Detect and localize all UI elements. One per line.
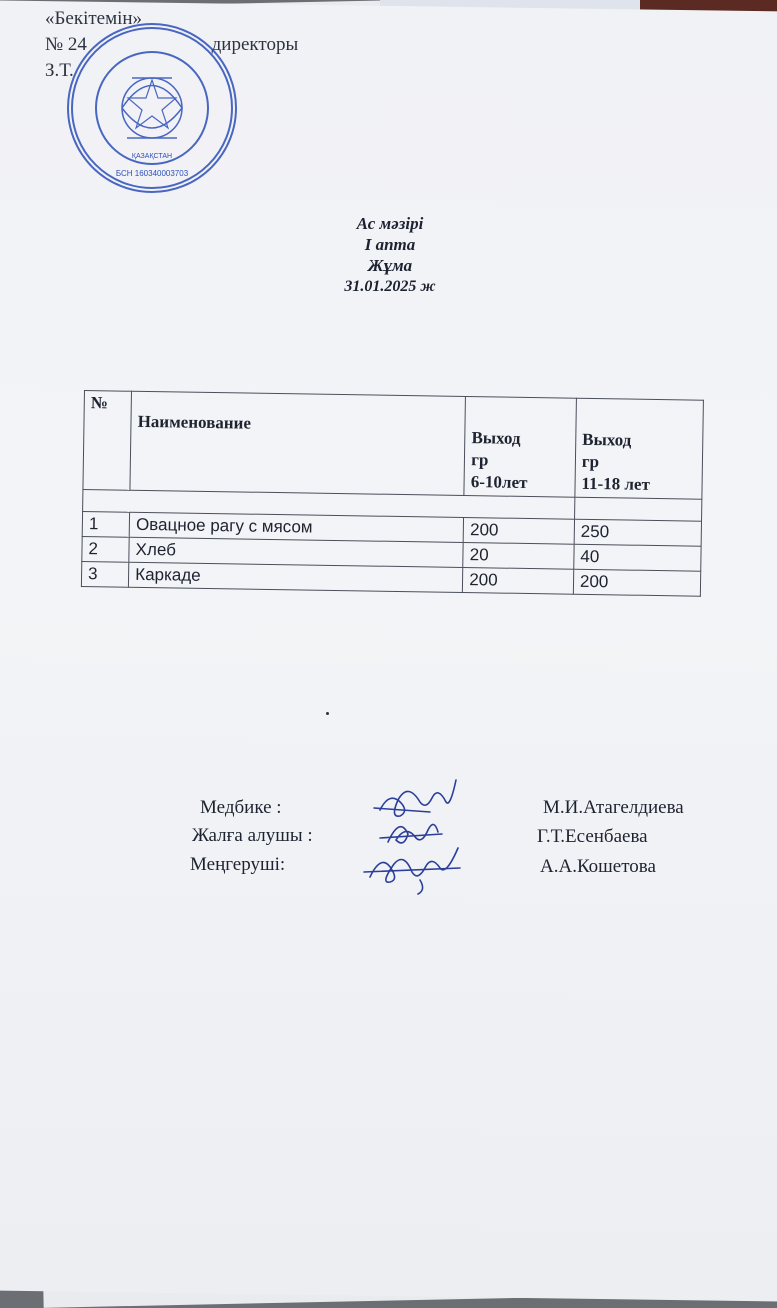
stamp-bin: БСН 160340003703	[115, 169, 189, 178]
header-portion-11-18: Выход гр 11-18 лет	[575, 398, 704, 499]
menu-title-line-1: Ас мәзірі	[356, 214, 424, 233]
menu-title-day: Жұма	[367, 256, 413, 275]
row-portion-11-18: 40	[574, 544, 701, 571]
menu-title	[300, 213, 480, 297]
approval-line-3: З.Т.	[45, 60, 74, 81]
row-portion-6-10: 200	[463, 567, 574, 594]
row-portion-6-10: 200	[463, 517, 574, 544]
signature-name-manager: А.А.Кошетова	[540, 856, 656, 877]
header-name: Наименование	[130, 391, 466, 495]
approval-line-1: «Бекітемін»	[45, 8, 143, 29]
approval-line-2: № 24 директоры	[45, 34, 299, 55]
official-stamp	[62, 18, 242, 198]
row-number: 2	[82, 536, 130, 562]
row-number: 1	[82, 511, 130, 537]
signature-name-tenant: Г.Т.Есенбаева	[537, 826, 648, 847]
row-number: 3	[81, 561, 129, 587]
row-portion-6-10: 20	[463, 542, 574, 569]
row-portion-11-18: 200	[573, 569, 700, 596]
signature-name-nurse: М.И.Атагелдиева	[543, 797, 684, 818]
menu-table	[81, 390, 704, 597]
row-dish: Каркаде	[129, 562, 463, 592]
handwritten-signatures	[360, 772, 470, 897]
menu-title-week: I апта	[364, 235, 416, 254]
signature-role-nurse: Медбике :	[200, 797, 282, 818]
table-header-row	[83, 391, 703, 500]
row-dish: Хлеб	[129, 537, 463, 567]
row-portion-11-18: 250	[574, 519, 701, 546]
header-portion-6-10: Выход гр 6-10лет	[464, 396, 576, 497]
menu-title-date: 31.01.2025 ж	[344, 278, 436, 295]
ink-dot	[326, 712, 329, 715]
stamp-text: ҚАЗАҚСТАН	[131, 153, 173, 160]
row-dish: Овацное рагу с мясом	[129, 512, 463, 542]
signature-role-manager: Меңгеруші:	[190, 854, 286, 875]
header-number: №	[83, 391, 132, 491]
signature-role-tenant: Жалға алушы :	[192, 825, 313, 846]
empty-cell	[574, 497, 701, 521]
